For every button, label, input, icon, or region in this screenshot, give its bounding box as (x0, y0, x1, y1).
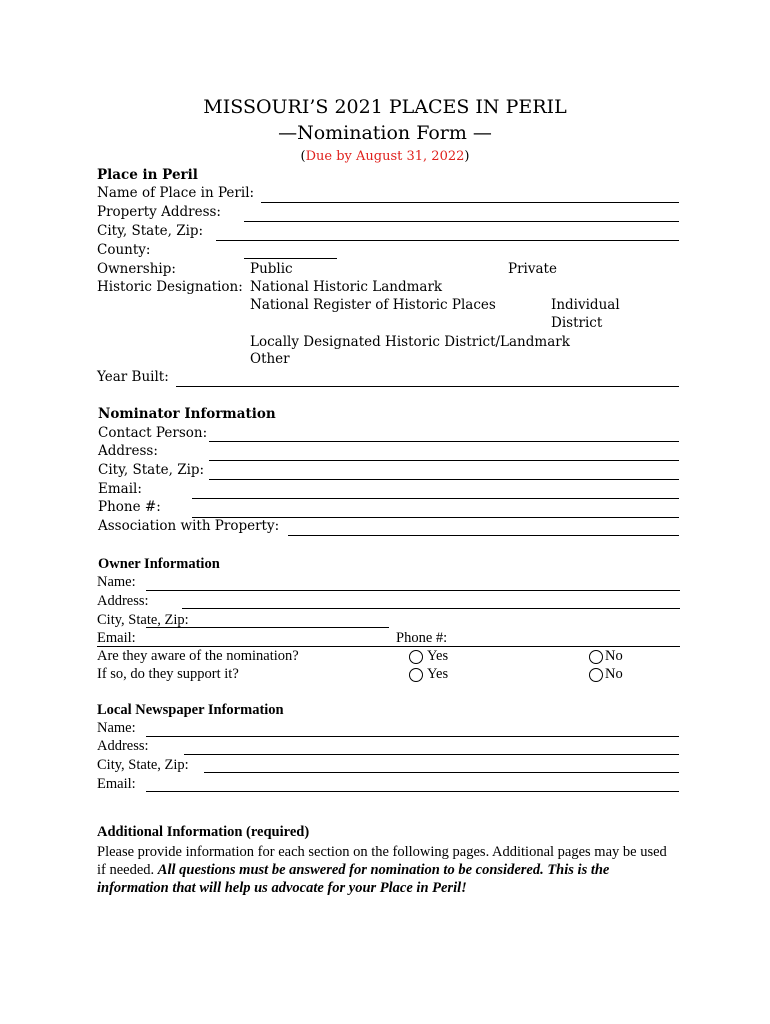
newspaper-email-label: Email: (97, 776, 136, 792)
nominator-city-label: City, State, Zip: (98, 462, 205, 478)
place-city-field[interactable] (216, 240, 679, 241)
form-title-line1: MISSOURI’S 2021 PLACES IN PERIL (203, 96, 567, 118)
nominator-email-label: Email: (98, 481, 142, 497)
owner-email-label: Email: (97, 630, 136, 646)
owner-address-field[interactable] (182, 608, 680, 609)
designation-individual-option[interactable]: Individual (551, 297, 620, 313)
place-name-label: Name of Place in Peril: (97, 185, 255, 201)
nominator-association-label: Association with Property: (98, 518, 280, 534)
newspaper-address-field[interactable] (184, 754, 679, 755)
place-heading: Place in Peril (97, 167, 198, 183)
newspaper-email-field[interactable] (146, 791, 679, 792)
additional-text-plain: Please provide information for each section on the following pages. Additional pages may be used if needed. (97, 844, 667, 878)
support-no-radio[interactable] (589, 668, 603, 682)
nominator-city-field[interactable] (209, 479, 679, 480)
owner-city-field[interactable] (146, 627, 389, 628)
nominator-contact-label: Contact Person: (98, 425, 208, 441)
due-close-paren: ) (464, 149, 470, 164)
support-yes-radio[interactable] (409, 668, 423, 682)
year-built-field[interactable] (176, 386, 679, 387)
nominator-contact-field[interactable] (209, 441, 679, 442)
due-date (0, 149, 770, 164)
owner-support-label: If so, do they support it? (97, 666, 239, 682)
county-field[interactable] (244, 258, 337, 259)
county-label: County: (97, 242, 151, 258)
due-date-text: Due by August 31, 2022 (305, 149, 465, 164)
additional-text-emphasis: All questions must be answered for nomination to be considered. This is the information that will help us advocate for your Place in Peril! (97, 862, 610, 896)
property-address-field[interactable] (244, 221, 679, 222)
nominator-email-field[interactable] (192, 498, 679, 499)
newspaper-name-field[interactable] (146, 736, 679, 737)
ownership-label: Ownership: (97, 261, 176, 277)
aware-yes-radio[interactable] (409, 650, 423, 664)
owner-address-label: Address: (97, 593, 149, 609)
aware-yes-label: Yes (427, 648, 449, 664)
owner-city-label: City, State, Zip: (97, 612, 189, 628)
owner-aware-label: Are they aware of the nomination? (97, 648, 299, 664)
place-city-label: City, State, Zip: (97, 223, 204, 239)
aware-no-label: No (605, 648, 623, 664)
nominator-address-label: Address: (98, 443, 158, 459)
owner-email-phone-field[interactable] (97, 646, 680, 647)
historic-designation-label: Historic Designation: (97, 279, 243, 295)
place-name-field[interactable] (261, 202, 679, 203)
newspaper-address-label: Address: (97, 738, 149, 754)
designation-nrhp-option[interactable]: National Register of Historic Places (250, 297, 496, 313)
due-open-paren: ( (300, 149, 306, 164)
newspaper-city-label: City, State, Zip: (97, 757, 189, 773)
form-title-line2: —Nomination Form — (278, 122, 492, 144)
support-no-label: No (605, 666, 623, 682)
aware-no-radio[interactable] (589, 650, 603, 664)
property-address-label: Property Address: (97, 204, 221, 220)
nominator-phone-label: Phone #: (98, 499, 161, 515)
nominator-heading: Nominator Information (98, 406, 276, 422)
additional-paragraph (97, 843, 677, 897)
designation-nhl-option[interactable]: National Historic Landmark (250, 279, 443, 295)
year-built-label: Year Built: (97, 369, 169, 385)
additional-heading: Additional Information (required) (97, 824, 310, 840)
designation-local-option[interactable]: Locally Designated Historic District/Landmark (250, 334, 570, 350)
owner-phone-label: Phone #: (396, 630, 448, 646)
designation-district-option[interactable]: District (551, 315, 603, 331)
nominator-association-field[interactable] (288, 535, 679, 536)
ownership-private-option[interactable]: Private (508, 261, 557, 277)
support-yes-label: Yes (427, 666, 449, 682)
owner-name-field[interactable] (146, 590, 680, 591)
newspaper-name-label: Name: (97, 720, 136, 736)
designation-other-option[interactable]: Other (250, 351, 290, 367)
owner-name-label: Name: (97, 574, 136, 590)
owner-heading: Owner Information (98, 556, 220, 572)
nominator-address-field[interactable] (209, 460, 679, 461)
newspaper-city-field[interactable] (204, 772, 679, 773)
ownership-public-option[interactable]: Public (250, 261, 293, 277)
newspaper-heading: Local Newspaper Information (97, 702, 284, 718)
